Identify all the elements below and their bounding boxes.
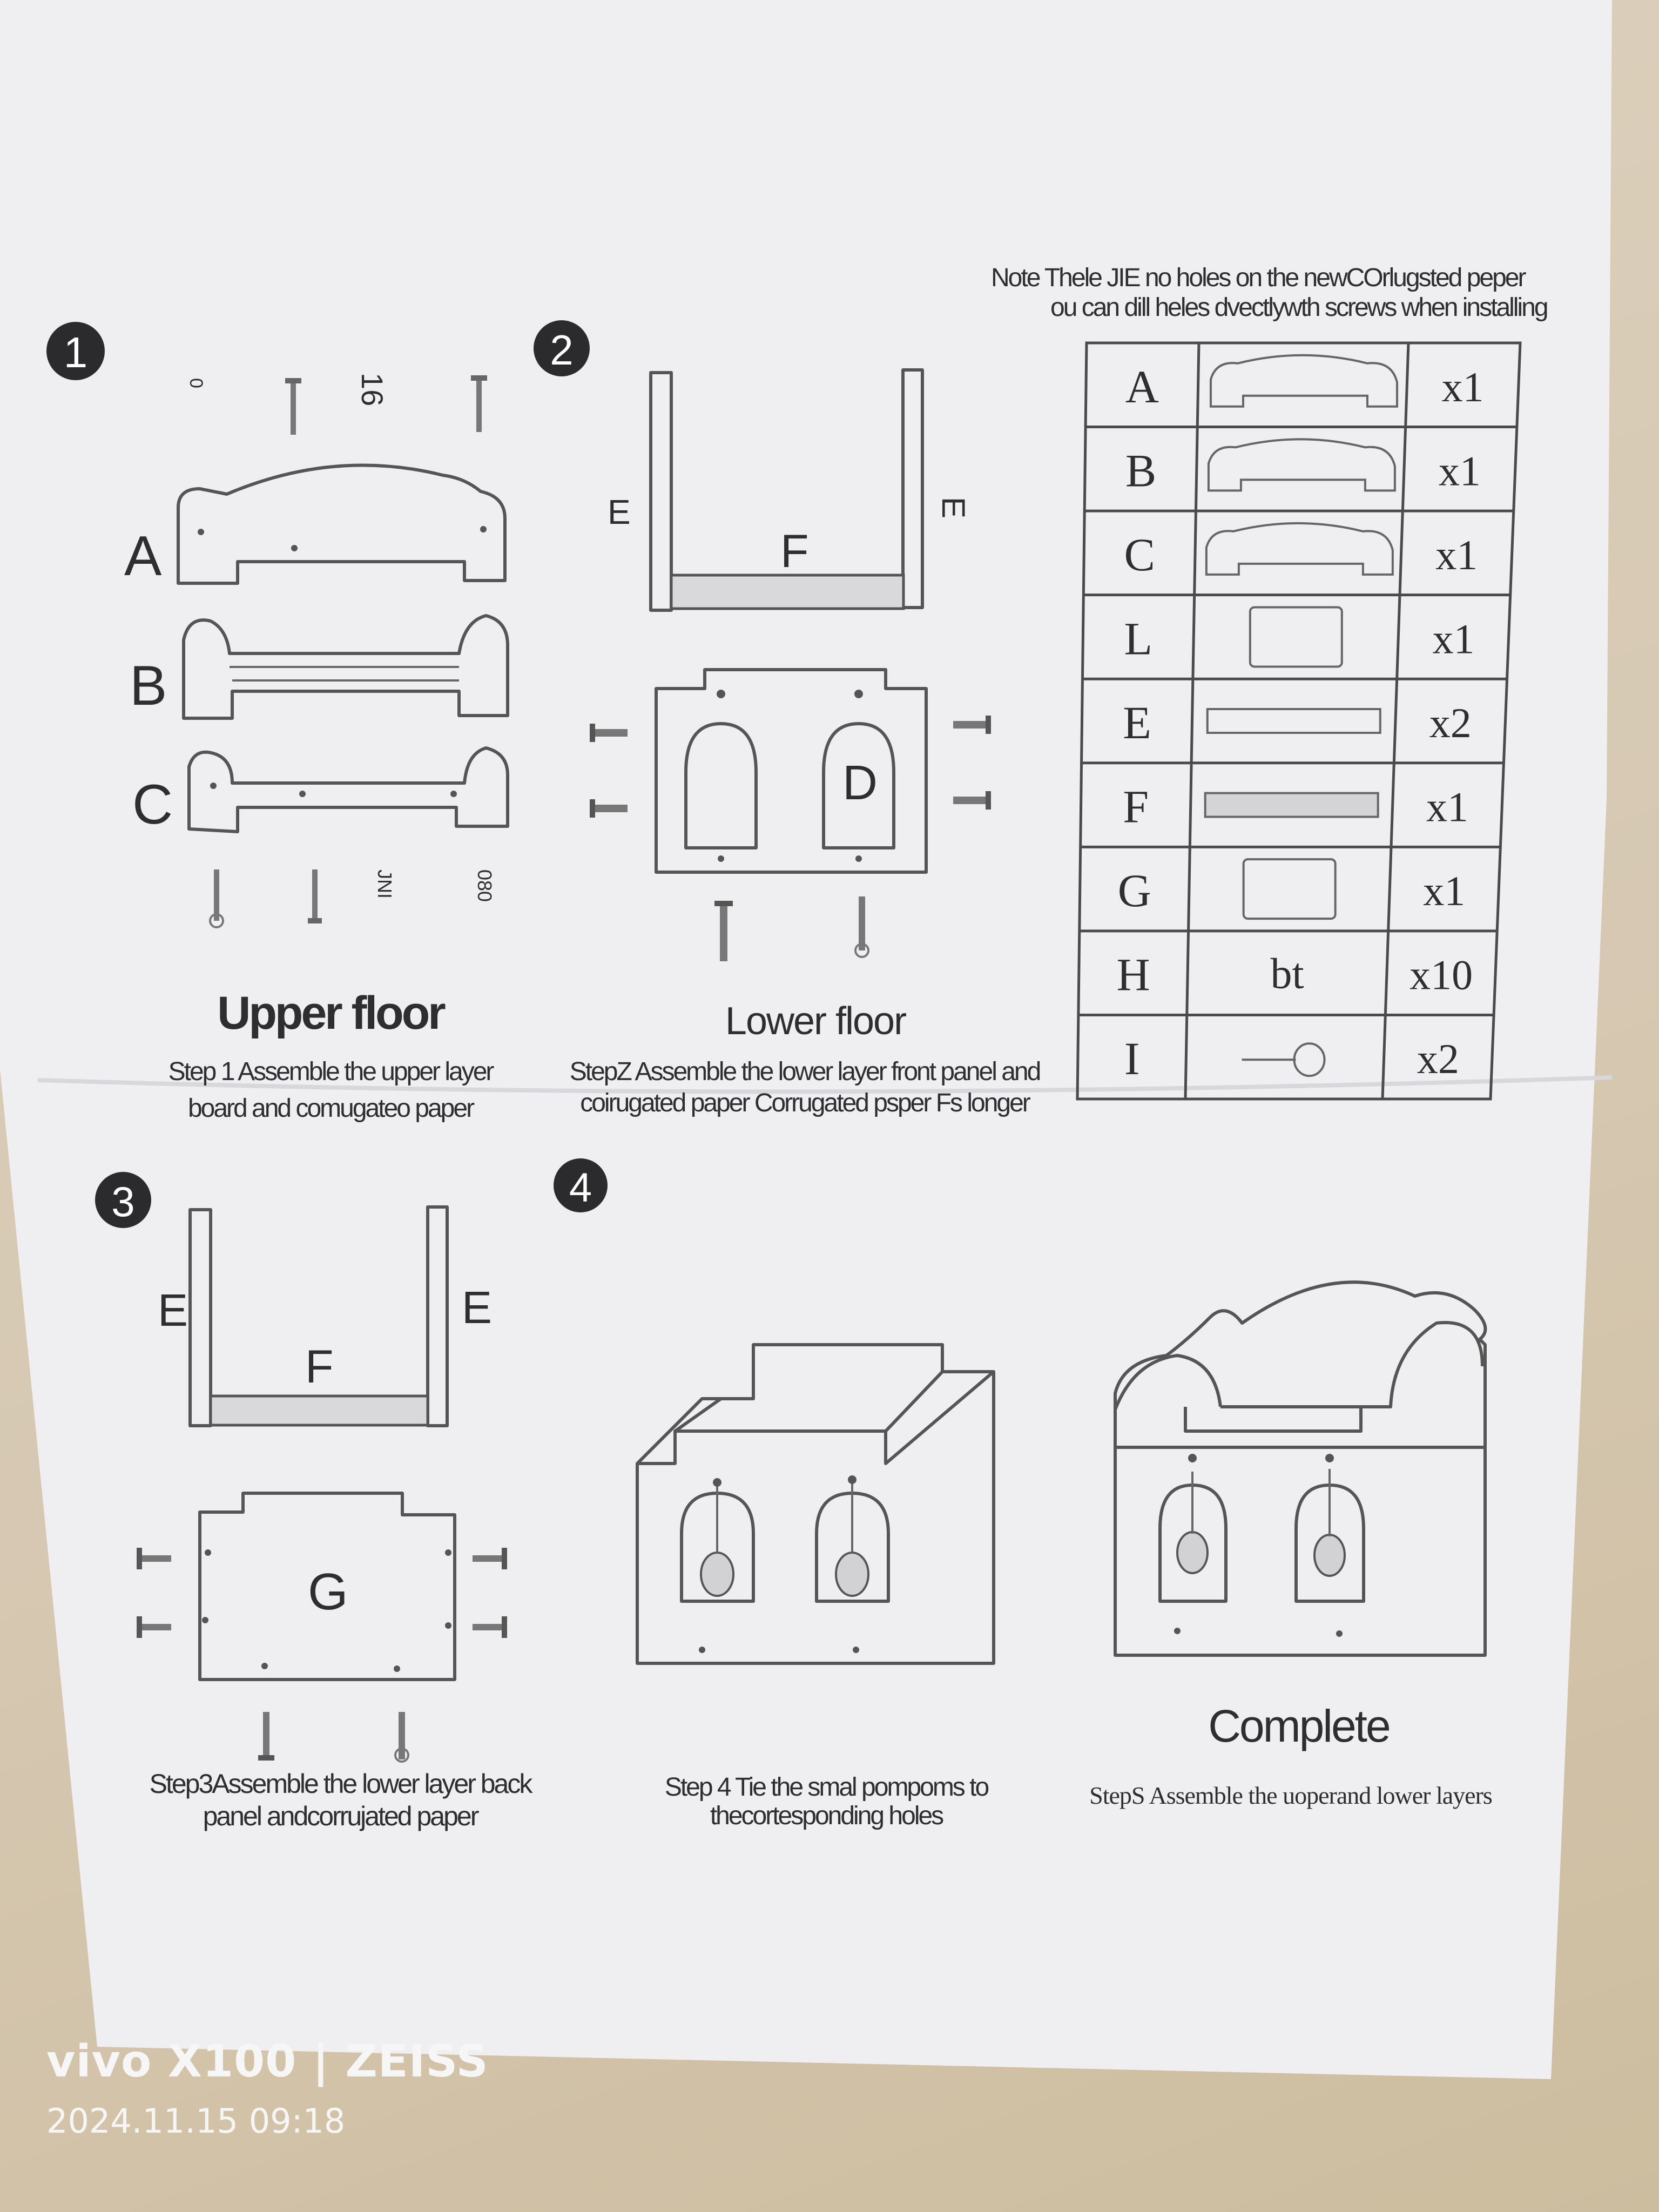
step-heading: Complete xyxy=(1208,1701,1390,1751)
part-f-paper xyxy=(671,575,903,609)
step-heading: Upper floor xyxy=(217,987,444,1039)
part-letter: A xyxy=(1125,360,1159,413)
label-0: 0 xyxy=(186,378,206,388)
part-letter: I xyxy=(1124,1033,1140,1085)
part-quantity: x2 xyxy=(1417,1035,1459,1083)
step-number: 4 xyxy=(569,1165,592,1211)
part-f-label: F xyxy=(305,1341,334,1393)
step-number: 2 xyxy=(550,326,574,374)
label-16: 16 xyxy=(355,373,389,407)
part-letter: L xyxy=(1124,612,1153,665)
step-caption-line-2: panel andcorrujated paper xyxy=(203,1801,478,1831)
step-caption-line-1: Step 1 Assemble the upper layer xyxy=(168,1057,493,1086)
photo-datetime: 2024.11.15 09:18 xyxy=(46,2101,346,2141)
part-letter: C xyxy=(1124,528,1155,581)
part-letter: G xyxy=(1117,865,1151,917)
part-quantity: x1 xyxy=(1426,783,1469,831)
part-f-sketch xyxy=(1205,793,1378,817)
part-e-label-right: E xyxy=(935,497,972,519)
part-letter: B xyxy=(1125,444,1157,497)
part-b-label: B xyxy=(130,655,167,717)
note-line-1: Note Thele JIE no holes on the newCOrlugsted peper xyxy=(991,264,1525,292)
part-quantity: x1 xyxy=(1435,531,1478,578)
step-caption-line-2: board and comugateo paper xyxy=(187,1094,474,1123)
step-caption-line-1: Step 4 Tie the smal pompoms to xyxy=(664,1773,988,1802)
part-e-label-left: E xyxy=(158,1285,188,1336)
part-quantity: x1 xyxy=(1432,615,1475,663)
part-letter: E xyxy=(1123,697,1151,748)
step-number: 3 xyxy=(111,1178,135,1225)
part-f-label: F xyxy=(780,525,809,577)
part-g-label: G xyxy=(308,1563,348,1621)
step-caption-line-1: StepZ Assemble the lower layer front panel and xyxy=(569,1057,1040,1086)
step-number: 1 xyxy=(63,328,88,376)
part-letter: F xyxy=(1123,780,1149,833)
part-quantity: x1 xyxy=(1423,867,1466,915)
label-080: 080 xyxy=(474,869,496,902)
step-caption-line-2: coirugated paper Corrugated psper Fs longer xyxy=(580,1089,1029,1117)
part-e-label-right: E xyxy=(462,1282,493,1333)
part-quantity: x1 xyxy=(1441,363,1484,410)
part-c-label: C xyxy=(132,773,173,836)
part-quantity: x10 xyxy=(1410,951,1473,999)
part-e-label: E xyxy=(608,493,631,531)
camera-brand: vivo X100 | ZEISS xyxy=(46,2036,489,2087)
step-caption-line-1: Step3Assemble the lower layer back xyxy=(149,1769,531,1799)
part-f-paper xyxy=(211,1396,428,1425)
part-a-label: A xyxy=(124,525,162,588)
step-heading: Lower floor xyxy=(725,1000,906,1043)
part-letter: H xyxy=(1116,948,1150,1001)
step-caption-line-2: thecortesponding holes xyxy=(710,1802,943,1830)
camera-watermark xyxy=(46,2036,489,2141)
part-quantity: x2 xyxy=(1429,699,1472,746)
part-symbol: bt xyxy=(1270,950,1304,998)
part-quantity: x1 xyxy=(1438,447,1481,495)
note-line-2: ou can dill heles dvectlywth screws when installing xyxy=(1050,293,1547,322)
step-caption-line-1: StepS Assemble the uoperand lower layers xyxy=(1089,1782,1492,1809)
part-d-label: D xyxy=(842,756,878,810)
label-jni: JNI xyxy=(374,869,396,899)
